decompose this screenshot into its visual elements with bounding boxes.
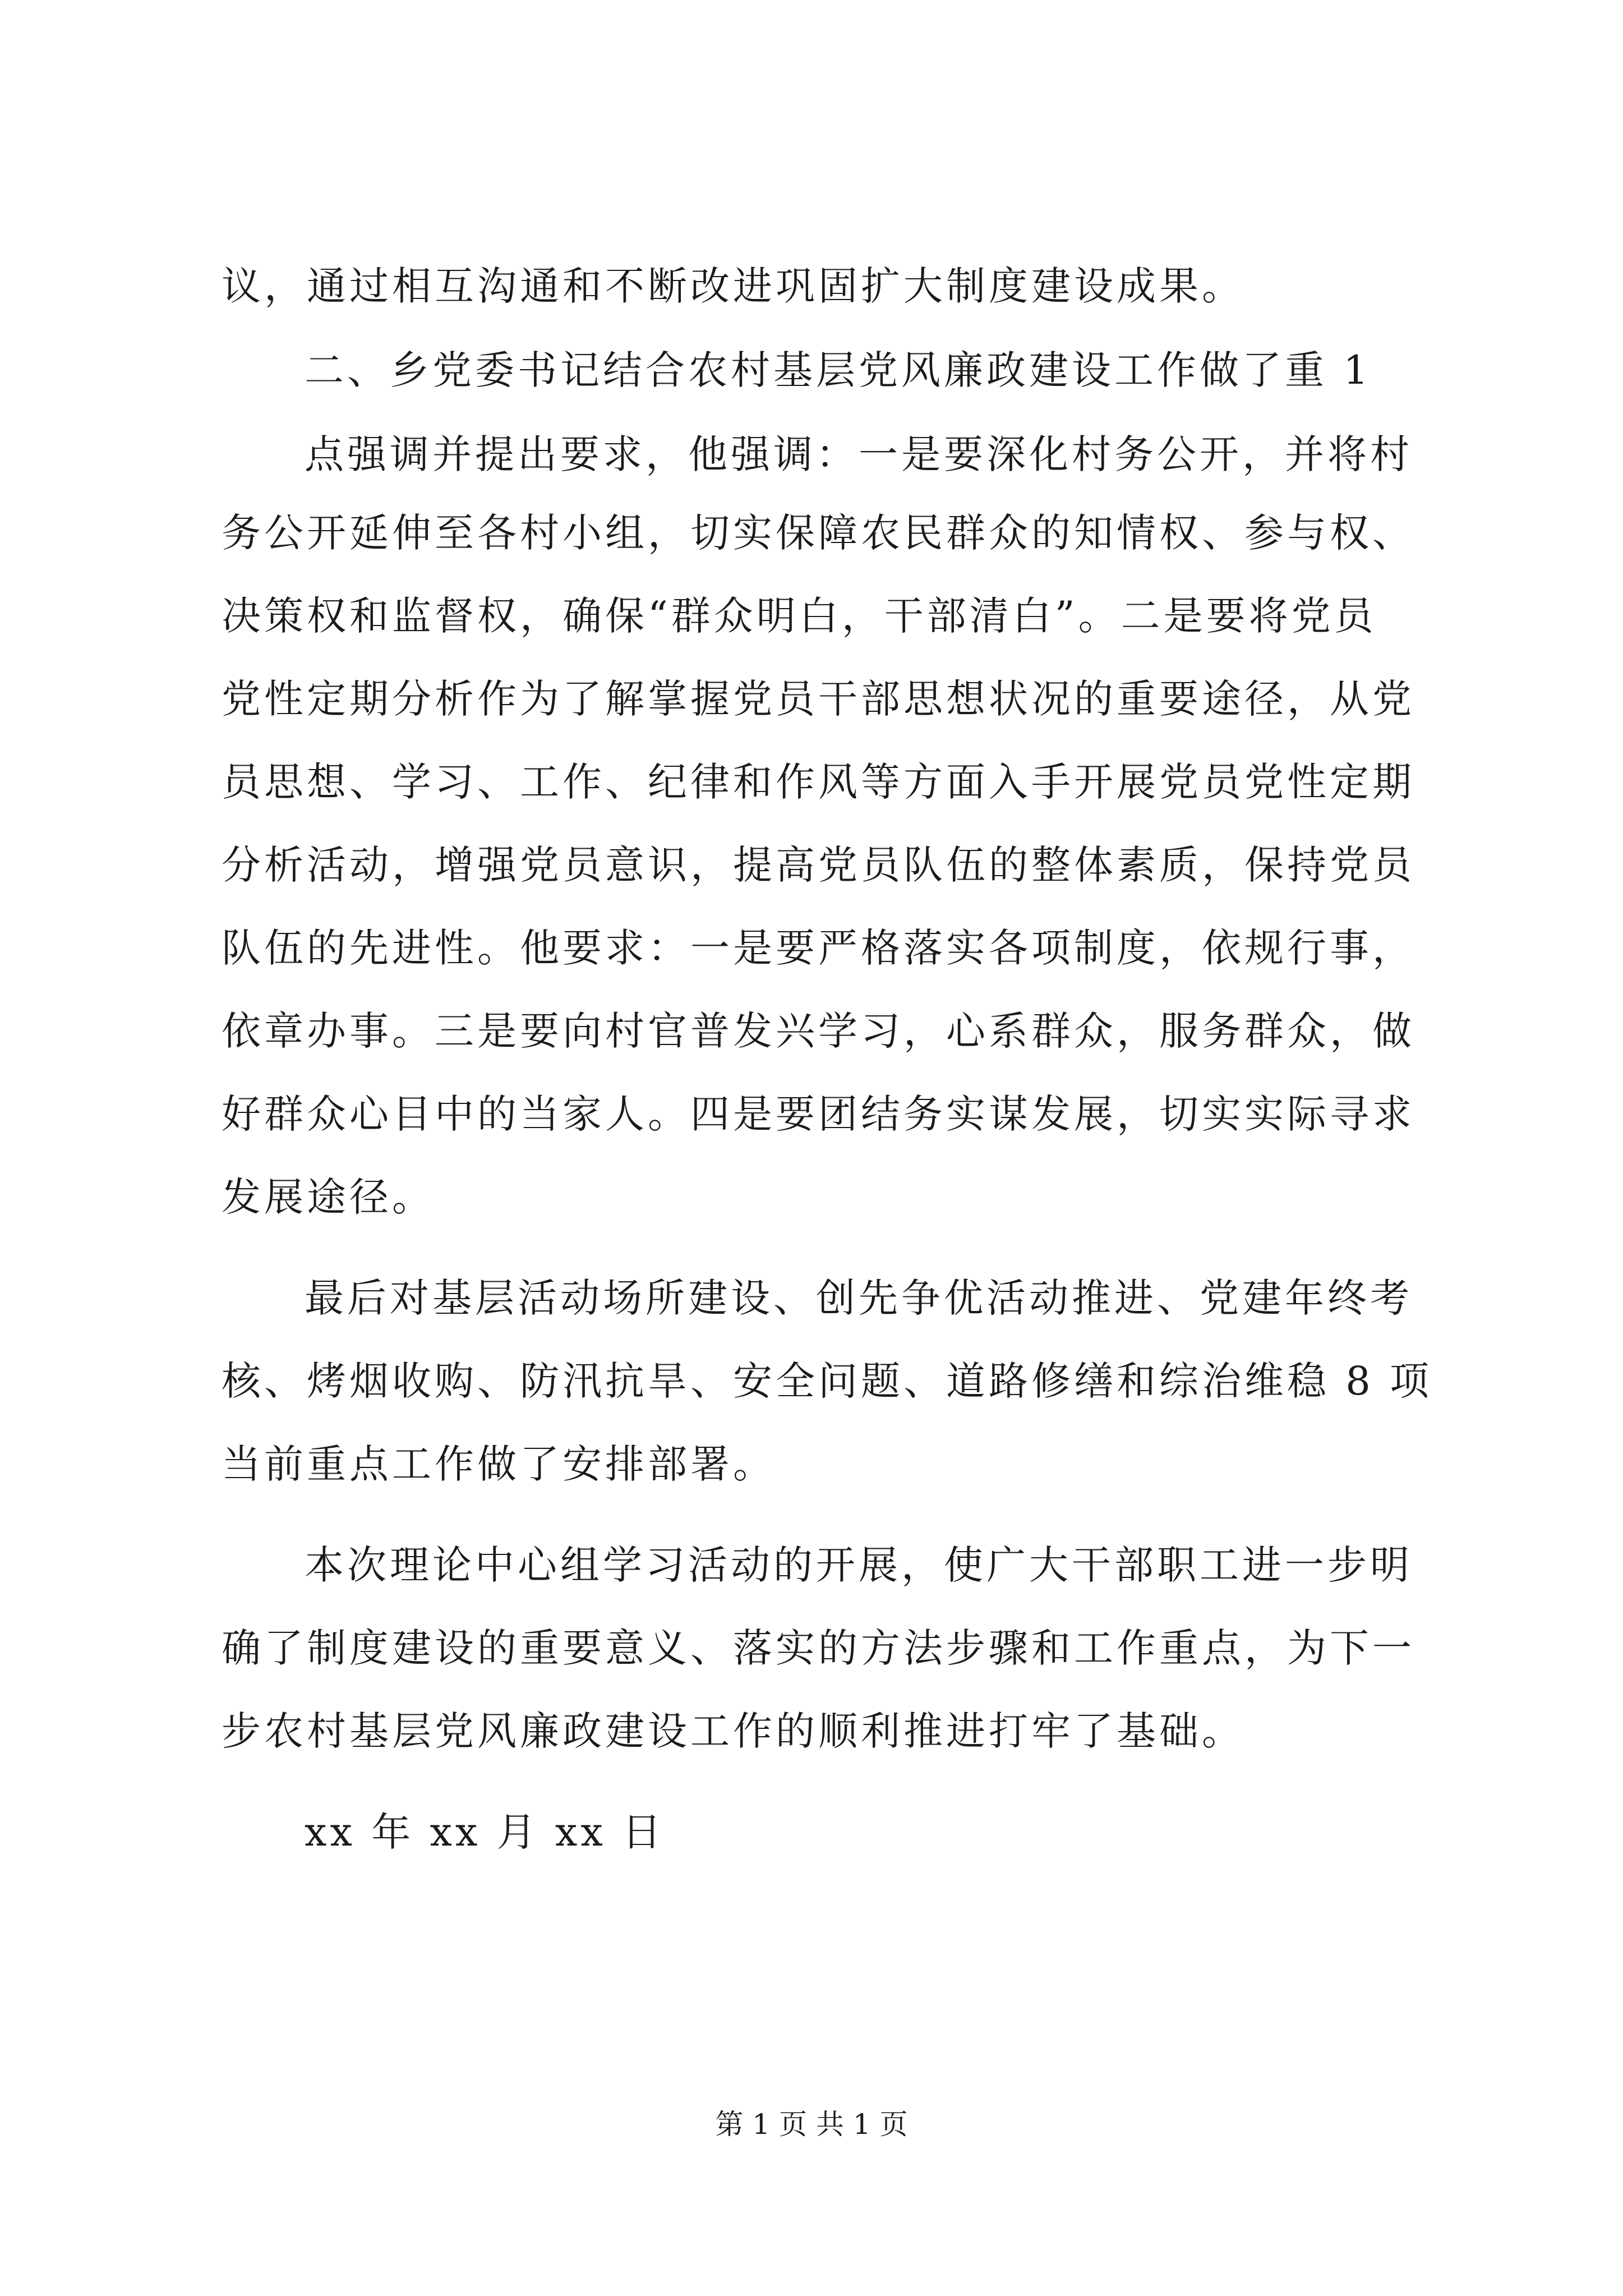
paragraph-line: 当前重点工作做了安排部署。 [222,1441,776,1487]
paragraph-line: 本次理论中心组学习活动的开展，使广大干部职工进一步明 [305,1542,1413,1588]
date-line: xx 年 xx 月 xx 日 [305,1809,665,1855]
paragraph-line: 点强调并提出要求，他强调：一是要深化村务公开，并将村 [305,431,1413,477]
section-heading-line: 二、乡党委书记结合农村基层党风廉政建设工作做了重 1 [305,347,1372,393]
paragraph-line: 员思想、学习、工作、纪律和作风等方面入手开展党员党性定期 [222,759,1415,805]
paragraph-line: 分析活动，增强党员意识，提高党员队伍的整体素质，保持党员 [222,842,1415,888]
paragraph-line: 确了制度建设的重要意义、落实的方法步骤和工作重点，为下一 [222,1625,1415,1671]
paragraph-line: 依章办事。三是要向村官普发兴学习，心系群众，服务群众，做 [222,1008,1415,1054]
paragraph-line: 决策权和监督权，确保“群众明白，干部清白”。二是要将党员 [222,593,1377,639]
page-number-footer: 第 1 页 共 1 页 [715,2108,908,2141]
document-body [222,263,1433,1855]
paragraph-line: 务公开延伸至各村小组，切实保障农民群众的知情权、参与权、 [222,510,1415,556]
paragraph-line: 最后对基层活动场所建设、创先争优活动推进、党建年终考 [305,1275,1413,1321]
paragraph-line: 议，通过相互沟通和不断改进巩固扩大制度建设成果。 [222,263,1244,309]
paragraph-line: 党性定期分析作为了解掌握党员干部思想状况的重要途径，从党 [222,676,1415,722]
paragraph-line: 步农村基层党风廉政建设工作的顺利推进打牢了基础。 [222,1708,1244,1754]
paragraph-line: 队伍的先进性。他要求：一是要严格落实各项制度，依规行事， [222,925,1415,971]
paragraph-line: 核、烤烟收购、防汛抗旱、安全问题、道路修缮和综治维稳 8 项 [222,1358,1433,1404]
paragraph-line: 好群众心目中的当家人。四是要团结务实谋发展，切实实际寻求 [222,1091,1415,1137]
paragraph-line: 发展途径。 [222,1174,435,1220]
